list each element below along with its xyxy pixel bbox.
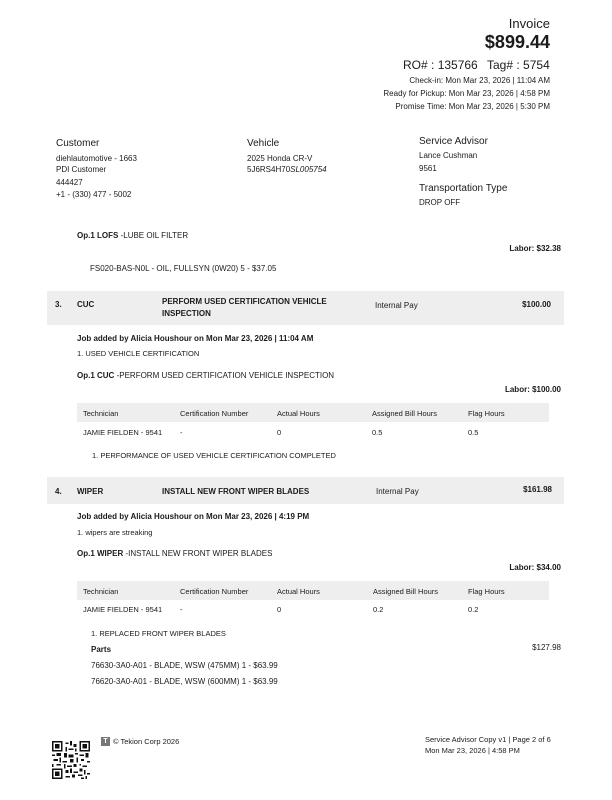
job4-col-actual: Actual Hours: [277, 587, 320, 596]
invoice-total: $899.44: [484, 32, 550, 52]
vehicle-heading: Vehicle: [247, 138, 280, 149]
job4-col-flag: Flag Hours: [468, 587, 505, 596]
transport-value: DROP OFF: [419, 198, 461, 207]
job3-number: 3.: [55, 300, 62, 309]
job3-col-flag: Flag Hours: [468, 409, 505, 418]
prev-part: FS020-BAS-N0L - OIL, FULLSYN (0W20) 5 - $37.05: [90, 264, 277, 273]
job3-op-line: [77, 371, 334, 380]
footer-copyright: © Tekion Corp 2026: [113, 737, 180, 746]
customer-type: PDI Customer: [56, 165, 107, 174]
customer-name: diehlautomotive - 1663: [56, 154, 137, 163]
job3-tech-actual: 0: [277, 428, 282, 437]
job3-col-technician: Technician: [83, 409, 119, 418]
job3-col-cert: Certification Number: [180, 409, 249, 418]
job4-col-cert: Certification Number: [180, 587, 249, 596]
customer-phone: +1 - (330) 477 - 5002: [56, 190, 132, 199]
tag-number: 5754: [523, 58, 550, 72]
job3-op-label: Op.1 CUC: [77, 371, 115, 380]
job4-parts-total: $127.98: [532, 643, 561, 652]
job3-labor: Labor: $100.00: [504, 385, 561, 394]
advisor-heading: Service Advisor: [419, 136, 488, 147]
job4-added-by: Job added by Alicia Houshour on Mon Mar 23, 2026 | 4:19 PM: [77, 512, 310, 521]
prev-op-line: [77, 231, 188, 240]
job4-code: WIPER: [77, 487, 104, 496]
job4-part-2: 76620-3A0-A01 - BLADE, WSW (600MM) 1 - $63.99: [91, 677, 278, 686]
job3-correction: 1. PERFORMANCE OF USED VEHICLE CERTIFICATION COMPLETED: [92, 451, 336, 460]
job4-concern: 1. wipers are streaking: [77, 528, 153, 537]
job3-tech-name: JAMIE FIELDEN - 9541: [83, 428, 163, 437]
job4-correction: 1. REPLACED FRONT WIPER BLADES: [91, 629, 226, 638]
tag-number-label: [487, 58, 550, 72]
job4-tech-actual: 0: [277, 605, 282, 614]
ro-number-label: [403, 58, 478, 72]
prev-labor: Labor: $32.38: [509, 244, 561, 253]
job4-tech-assigned: 0.2: [373, 605, 384, 614]
vin-prefix: 5J6RS4H70: [247, 165, 291, 174]
vehicle-model: 2025 Honda CR-V: [247, 154, 313, 163]
job3-amount: $100.00: [522, 300, 551, 309]
job3-added-by: Job added by Alicia Houshour on Mon Mar 23, 2026 | 11:04 AM: [77, 334, 314, 343]
job4-tech-cert: -: [180, 605, 183, 614]
job4-parts-heading: Parts: [91, 645, 112, 654]
job3-tech-cert: -: [180, 428, 183, 437]
job4-op-desc: -INSTALL NEW FRONT WIPER BLADES: [125, 549, 273, 558]
customer-id: 444427: [56, 178, 83, 187]
vin-suffix: SL005754: [290, 165, 327, 174]
job3-tech-flag: 0.5: [468, 428, 479, 437]
job4-pay-type: Internal Pay: [376, 487, 419, 496]
customer-heading: Customer: [56, 138, 100, 149]
job4-title: INSTALL NEW FRONT WIPER BLADES: [162, 487, 310, 496]
check-in-time: Check-in: Mon Mar 23, 2026 | 11:04 AM: [409, 76, 550, 85]
job3-col-actual: Actual Hours: [277, 409, 320, 418]
job4-part-1: 76630-3A0-A01 - BLADE, WSW (475MM) 1 - $63.99: [91, 661, 278, 670]
prev-op-label: Op.1 LOFS: [77, 231, 119, 240]
ro-number: 135766: [437, 58, 478, 72]
job4-number: 4.: [55, 487, 62, 496]
job4-tech-name: JAMIE FIELDEN - 9541: [83, 605, 163, 614]
job4-amount: $161.98: [523, 485, 552, 494]
qr-code-icon: [52, 741, 90, 779]
job3-title-line2: INSPECTION: [162, 309, 211, 318]
promise-time: Promise Time: Mon Mar 23, 2026 | 5:30 PM: [395, 102, 550, 111]
job4-tech-flag: 0.2: [468, 605, 479, 614]
vehicle-vin: [247, 165, 327, 174]
job3-tech-assigned: 0.5: [372, 428, 383, 437]
tag-label: Tag# :: [487, 58, 520, 72]
ready-for-pickup-time: Ready for Pickup: Mon Mar 23, 2026 | 4:58 PM: [383, 89, 550, 98]
footer-printed: Mon Mar 23, 2026 | 4:58 PM: [425, 746, 520, 755]
job3-col-assigned: Assigned Bill Hours: [372, 409, 438, 418]
prev-op-desc: -LUBE OIL FILTER: [120, 231, 189, 240]
advisor-number: 9561: [419, 164, 437, 173]
advisor-name: Lance Cushman: [419, 151, 478, 160]
job4-col-technician: Technician: [83, 587, 119, 596]
job4-col-assigned: Assigned Bill Hours: [373, 587, 439, 596]
ro-label: RO# :: [403, 58, 435, 72]
job3-op-desc: -PERFORM USED CERTIFICATION VEHICLE INSPECTION: [116, 371, 335, 380]
job3-title-line1: PERFORM USED CERTIFICATION VEHICLE: [162, 297, 327, 306]
job4-labor: Labor: $34.00: [509, 563, 561, 572]
job4-op-label: Op.1 WIPER: [77, 549, 124, 558]
job3-code: CUC: [77, 300, 95, 309]
job4-op-line: [77, 549, 272, 558]
tekion-logo-icon: T: [101, 737, 110, 746]
transport-heading: Transportation Type: [419, 183, 508, 194]
footer-copy-label: Service Advisor Copy v1 | Page 2 of 6: [425, 735, 551, 744]
job3-concern: 1. USED VEHICLE CERTIFICATION: [77, 349, 200, 358]
job3-pay-type: Internal Pay: [375, 301, 418, 310]
invoice-label: Invoice: [508, 16, 550, 31]
